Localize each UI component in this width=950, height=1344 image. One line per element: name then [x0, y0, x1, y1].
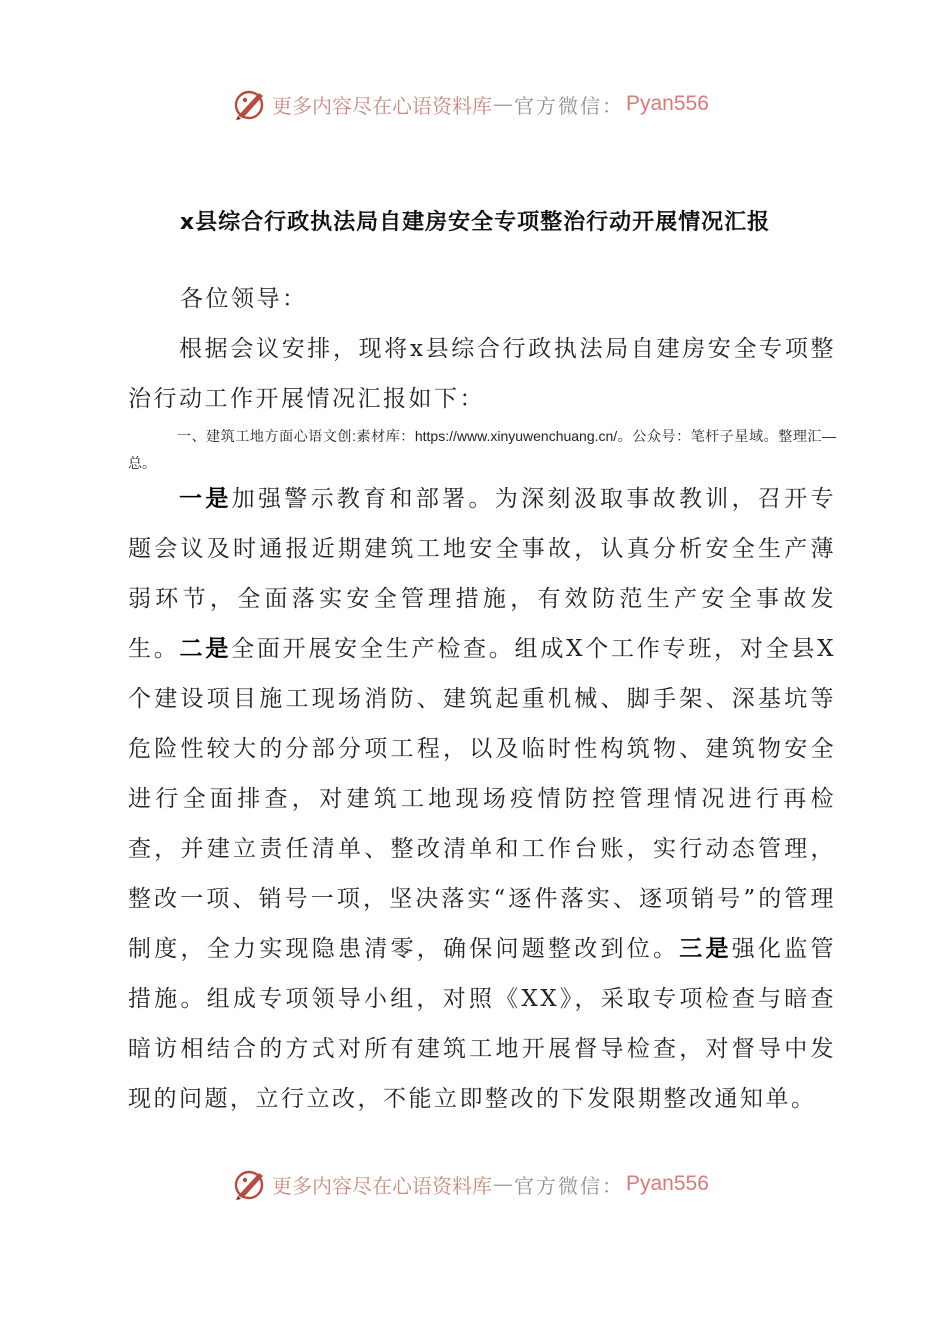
source-note: 一、建筑工地方面心语文创:素材库：https://www.xinyuwenchuang.cn/。公众号：笔杆子星域。整理汇—总。 [128, 428, 836, 471]
body-paragraph [128, 474, 836, 1124]
banner-wechat-label: 官方微信： [514, 1173, 624, 1198]
pen-logo-icon [232, 1166, 268, 1202]
section-3-text: 强化监管措施。组成专项领导小组，对照《XX》，采取专项检查与暗查暗访相结合的方式对所有建筑工地开展督导检查，对督导中发现的问题，立行立改，不能立即整改的下发限期整改通知单。 [128, 936, 836, 1112]
banner-dash: — [493, 1172, 513, 1196]
footer-banner [232, 1164, 709, 1204]
banner-dash: — [493, 92, 513, 116]
document-title: x县综合行政执法局自建房安全专项整治行动开展情况汇报 [179, 210, 771, 235]
banner-text: 更多内容尽在心语资料库 [272, 1173, 492, 1198]
salutation: 各位领导： [180, 286, 308, 312]
section-2-lead: 二是 [179, 636, 232, 662]
banner-wechat-id: Pyan556 [626, 92, 709, 115]
banner-wechat-id: Pyan556 [626, 1172, 709, 1195]
section-1-lead: 一是 [179, 486, 232, 512]
section-2-text: 全面开展安全生产检查。组成X个工作专班，对全县X个建设项目施工现场消防、建筑起重机械、脚手架、深基坑等危险性较大的分部分项工程，以及临时性构筑物、建筑物安全进行全面排查，对建筑工地现场疫情防控管理情况进行再检查，并建立责任清单、整改清单和工作台账，实行动态管理，整改一项、销号一项，坚决落实“逐件落实、逐项销号”的管理制度，全力实现隐患清零，确保问题整改到位。 [128, 636, 837, 962]
section-1-text: 加强警示教育和部署。为深刻汲取事故教训，召开专题会议及时通报近期建筑工地安全事故，认真分析安全生产薄弱环节，全面落实安全管理措施，有效防范生产安全事故发生。 [128, 486, 836, 662]
banner-text: 更多内容尽在心语资料库 [272, 93, 492, 118]
intro-paragraph: 根据会议安排，现将x县综合行政执法局自建房安全专项整治行动工作开展情况汇报如下： [128, 336, 836, 412]
banner-wechat-label: 官方微信： [514, 93, 624, 118]
pen-logo-icon [232, 86, 268, 122]
section-3-lead: 三是 [679, 936, 732, 962]
header-banner [232, 84, 709, 124]
